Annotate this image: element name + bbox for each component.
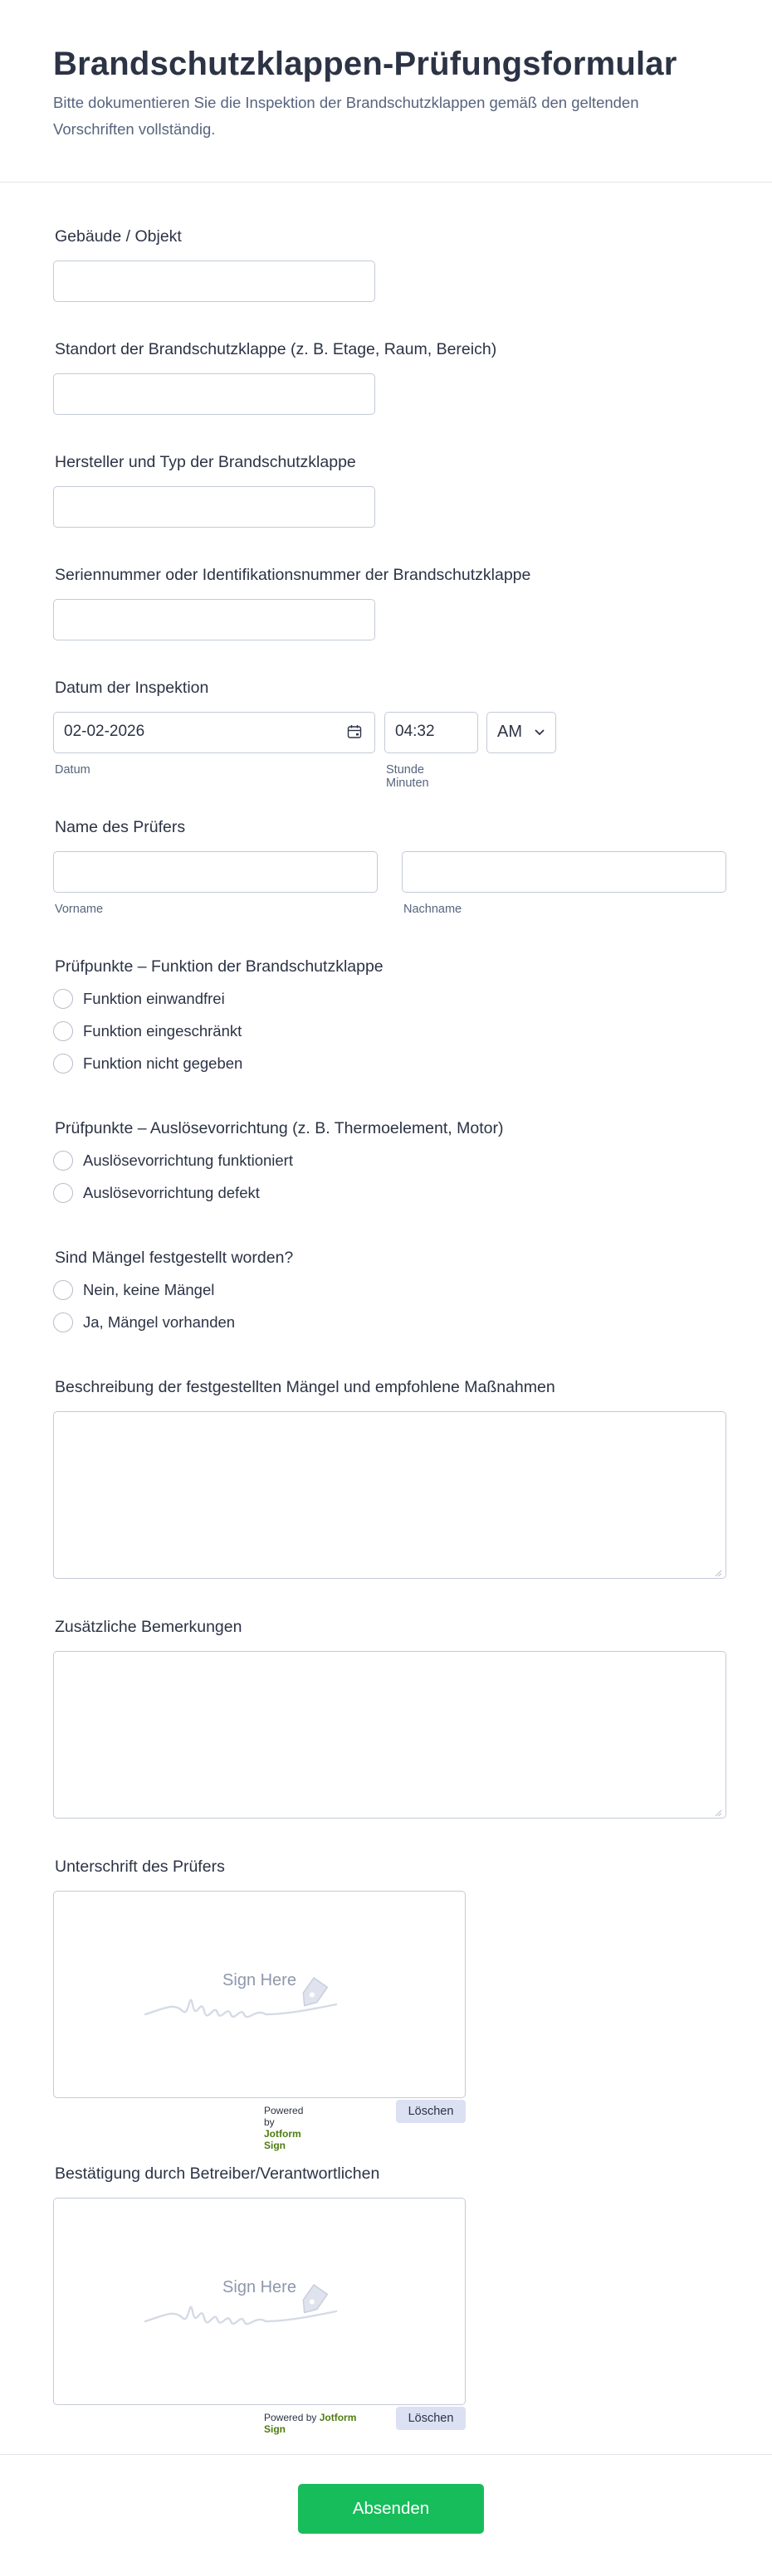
field-location: [53, 338, 496, 360]
clear-signature-button[interactable]: Löschen: [396, 2100, 466, 2123]
radio-option[interactable]: [53, 1311, 235, 1334]
signature-placeholder: Sign Here: [222, 2278, 296, 2296]
radio-button[interactable]: [53, 1280, 73, 1300]
radio-label: Funktion einwandfrei: [83, 990, 225, 1007]
radio-button[interactable]: [53, 1183, 73, 1203]
page-subtitle: Bitte dokumentieren Sie die Inspektion der Brandschutzklappen gemäß den geltenden Vorschriften vollständig.: [53, 94, 639, 138]
radio-label: Auslösevorrichtung funktioniert: [83, 1152, 293, 1169]
field-label: Gebäude / Objekt: [55, 227, 182, 246]
field-label: Hersteller und Typ der Brandschutzklappe: [55, 453, 356, 471]
field-label: Prüfpunkte – Auslösevorrichtung (z. B. Thermoelement, Motor): [55, 1119, 504, 1137]
ampm-value: AM: [497, 723, 522, 741]
radio-option[interactable]: [53, 1052, 242, 1075]
radio-label: Ja, Mängel vorhanden: [83, 1313, 236, 1331]
field-label: Prüfpunkte – Funktion der Brandschutzklappe: [55, 957, 384, 976]
resize-handle-icon[interactable]: [714, 1806, 722, 1814]
calendar-icon[interactable]: [346, 723, 363, 740]
radio-option[interactable]: [53, 1278, 214, 1302]
powered-prefix: Powered by: [264, 2412, 317, 2423]
powered-prefix: Powered by: [264, 2105, 304, 2128]
signature-pad[interactable]: [53, 2198, 466, 2405]
serial-input[interactable]: [53, 599, 375, 640]
signature-placeholder: Sign Here: [222, 1971, 296, 1989]
field-inspection-date: [53, 677, 522, 790]
field-check-trigger: [53, 1118, 504, 1201]
powered-by-text: [264, 2105, 303, 2151]
field-label: Unterschrift des Prüfers: [55, 1858, 225, 1876]
radio-button[interactable]: [53, 1312, 73, 1332]
powered-by-text: [264, 2412, 379, 2435]
remarks-textarea[interactable]: [53, 1651, 726, 1819]
field-label: Bestätigung durch Betreiber/Verantwortlichen: [55, 2165, 380, 2183]
radio-button[interactable]: [53, 1054, 73, 1074]
date-value: 02-02-2026: [64, 723, 145, 740]
radio-label: Funktion eingeschränkt: [83, 1022, 242, 1040]
radio-label: Nein, keine Mängel: [83, 1281, 215, 1298]
clear-signature-button[interactable]: Löschen: [396, 2407, 466, 2430]
radio-button[interactable]: [53, 1021, 73, 1041]
field-label: Zusätzliche Bemerkungen: [55, 1618, 242, 1636]
field-signature-inspector: [53, 1856, 454, 2151]
first-name-sublabel: Vorname: [55, 903, 104, 916]
ampm-select[interactable]: [486, 712, 556, 753]
submit-button[interactable]: Absenden: [298, 2484, 484, 2534]
field-manufacturer: [53, 451, 356, 473]
field-building: [53, 226, 182, 247]
resize-handle-icon[interactable]: [714, 1566, 722, 1575]
form-footer: [0, 2454, 772, 2576]
field-label: Seriennummer oder Identifikationsnummer der Brandschutzklappe: [55, 566, 531, 584]
field-signature-operator: [53, 2163, 454, 2435]
field-inspector-name: [53, 816, 462, 916]
location-input[interactable]: [53, 373, 375, 415]
radio-label: Funktion nicht gegeben: [83, 1054, 243, 1072]
manufacturer-input[interactable]: [53, 486, 375, 528]
radio-option[interactable]: [53, 987, 225, 1010]
defect-description-textarea[interactable]: [53, 1411, 726, 1579]
time-sublabel: Stunde Minuten: [386, 763, 429, 790]
jotform-sign-link[interactable]: Jotform Sign: [264, 2412, 357, 2435]
radio-option[interactable]: [53, 1149, 293, 1172]
date-sublabel: Datum: [55, 763, 90, 777]
field-defect-description: [53, 1376, 555, 1398]
last-name-sublabel: Nachname: [403, 903, 462, 916]
first-name-input[interactable]: [53, 851, 378, 893]
field-label: Sind Mängel festgestellt worden?: [55, 1249, 294, 1267]
radio-option[interactable]: [53, 1181, 260, 1205]
signature-pad[interactable]: [53, 1891, 466, 2098]
building-input[interactable]: [53, 261, 375, 302]
form-header: [0, 0, 772, 183]
field-label: Name des Prüfers: [55, 818, 186, 836]
radio-label: Auslösevorrichtung defekt: [83, 1184, 260, 1201]
time-value: 04:32: [395, 723, 435, 740]
field-check-function: [53, 956, 384, 1072]
last-name-input[interactable]: [402, 851, 726, 893]
field-serial: [53, 564, 530, 586]
radio-button[interactable]: [53, 1151, 73, 1171]
jotform-sign-link[interactable]: Jotform Sign: [264, 2128, 301, 2151]
chevron-down-icon: [534, 727, 545, 738]
field-label: Datum der Inspektion: [55, 679, 209, 697]
field-label: Beschreibung der festgestellten Mängel und empfohlene Maßnahmen: [55, 1378, 555, 1396]
field-label: Standort der Brandschutzklappe (z. B. Etage, Raum, Bereich): [55, 340, 497, 358]
time-input[interactable]: [384, 712, 478, 753]
field-defects: [53, 1247, 294, 1331]
radio-option[interactable]: [53, 1020, 242, 1043]
radio-button[interactable]: [53, 989, 73, 1009]
date-input[interactable]: [53, 712, 375, 753]
page-title: Brandschutzklappen-Prüfungsformular: [53, 46, 677, 82]
field-remarks: [53, 1616, 242, 1638]
